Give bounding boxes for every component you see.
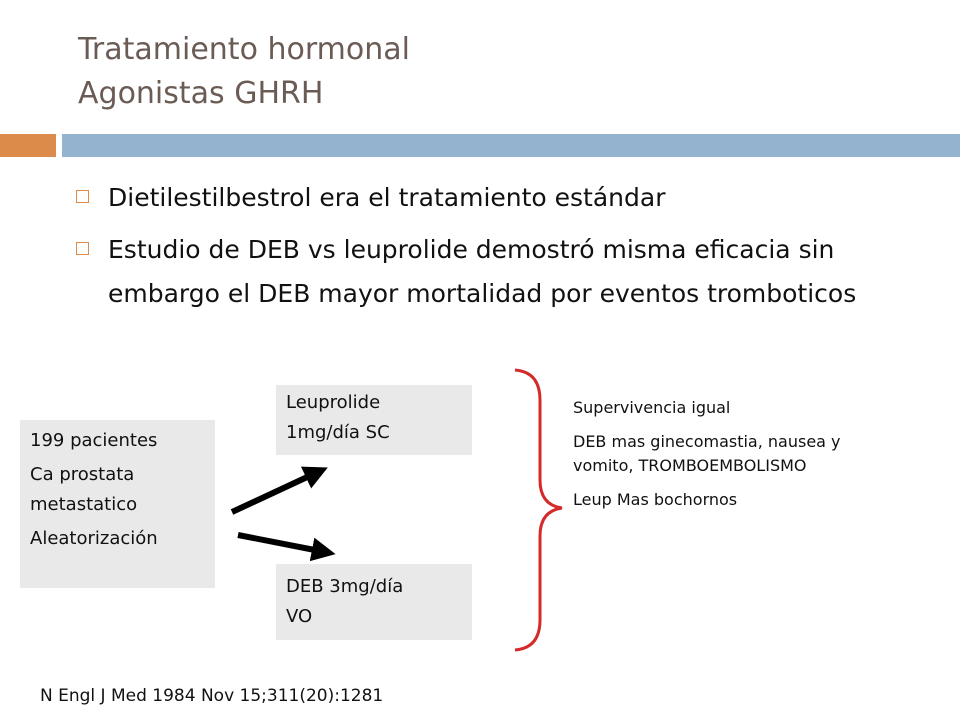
deb-dose: DEB 3mg/día [286,576,404,597]
patients-randomization: Aleatorización [30,528,158,549]
outcome-leup: Leup Mas bochornos [573,490,738,509]
leuprolide-dose: 1mg/día SC [286,422,390,443]
right-brace-icon [515,370,562,650]
outcomes-list [573,396,853,522]
arrow-to-leuprolide-icon [232,472,318,512]
patients-condition: Ca prostata metastatico [30,464,138,515]
patients-count: 199 pacientes [30,430,158,451]
deb-route: VO [286,606,313,627]
outcome-deb-text: DEB mas ginecomastia, nausea y vomito, TROMBOEMBOLISMO [573,432,841,475]
slide-title-line-1: Tratamiento hormonal [78,32,410,67]
leuprolide-drug: Leuprolide [286,392,381,413]
bullet-text: Dietilestilbestrol era el tratamiento estándar [108,183,666,212]
citation: N Engl J Med 1984 Nov 15;311(20):1281 [40,686,384,706]
slide-subtitle: Agonistas GHRH [78,76,324,111]
outcome-survival: Supervivencia igual [573,398,731,417]
outcome-deb [573,430,853,478]
arrow-to-deb-icon [238,535,325,552]
bullet-text: Estudio de DEB vs leuprolide demostró misma eficacia sin embargo el DEB mayor mortalidad por eventos tromboticos [108,235,857,308]
